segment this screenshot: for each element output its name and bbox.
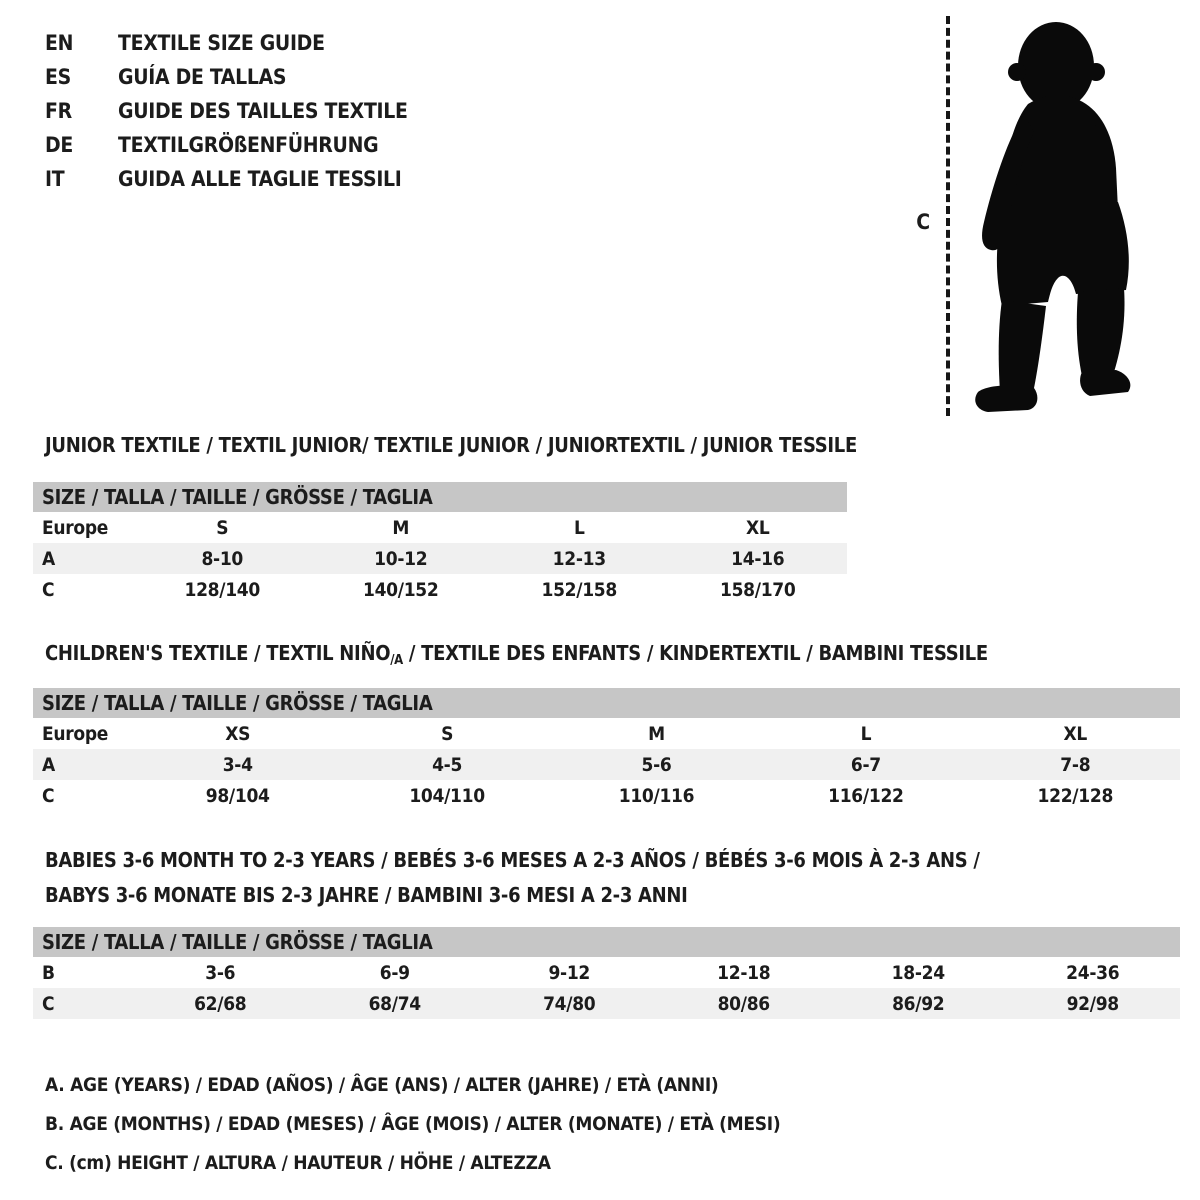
language-title-list (45, 26, 408, 196)
table-cell: S (441, 722, 454, 745)
table-cell: 12-13 (552, 547, 606, 570)
table-cell: 74/80 (543, 992, 596, 1015)
guide-title-en: TEXTILE SIZE GUIDE (118, 31, 325, 55)
language-row-en (45, 26, 408, 60)
legend-age-years: A. AGE (YEARS) / EDAD (AÑOS) / ÂGE (ANS) / ALTER (JAHRE) / ETÀ (ANNI) (45, 1074, 719, 1096)
table-row-c (33, 780, 1180, 811)
table-row-europe (33, 512, 847, 543)
children-size-table (33, 688, 1180, 811)
size-table-header-bar: SIZE / TALLA / TAILLE / GRÖSSE / TAGLIA (33, 927, 1180, 957)
children-section-title (45, 641, 988, 668)
height-measure-label: C (916, 210, 930, 234)
language-code: FR (45, 99, 72, 123)
guide-title-es: GUÍA DE TALLAS (118, 65, 287, 89)
table-cell: 116/122 (828, 784, 904, 807)
baby-silhouette-icon (958, 10, 1148, 422)
table-cell: 158/170 (719, 578, 796, 601)
table-cell: 98/104 (205, 784, 270, 807)
babies-size-table (33, 927, 1180, 1019)
table-cell: 140/152 (362, 578, 439, 601)
table-cell: 18-24 (891, 961, 945, 984)
language-row-de (45, 128, 408, 162)
table-cell: 92/98 (1066, 992, 1119, 1015)
table-cell: 122/128 (1037, 784, 1114, 807)
row-label: C (42, 578, 55, 601)
row-label: C (42, 992, 55, 1015)
table-cell: 3-4 (222, 753, 253, 776)
table-cell: 5-6 (641, 753, 672, 776)
table-cell: 10-12 (374, 547, 428, 570)
babies-section-title-line2: BABYS 3-6 MONATE BIS 2-3 JAHRE / BAMBINI 3-6 MESI A 2-3 ANNI (45, 883, 688, 907)
legend-age-months: B. AGE (MONTHS) / EDAD (MESES) / ÂGE (MOIS) / ALTER (MONATE) / ETÀ (MESI) (45, 1113, 781, 1135)
children-title-main: CHILDREN'S TEXTILE / TEXTIL NIÑO (45, 641, 391, 665)
size-table-header-bar: SIZE / TALLA / TAILLE / GRÖSSE / TAGLIA (33, 688, 1180, 718)
table-cell: 104/110 (409, 784, 485, 807)
table-cell: 3-6 (205, 961, 236, 984)
table-cell: 110/116 (618, 784, 695, 807)
guide-title-it: GUIDA ALLE TAGLIE TESSILI (118, 167, 402, 191)
row-label: A (42, 547, 55, 570)
size-table-header-bar: SIZE / TALLA / TAILLE / GRÖSSE / TAGLIA (33, 482, 847, 512)
measure-legend (45, 1066, 780, 1183)
table-cell: L (860, 722, 872, 745)
table-cell: 86/92 (892, 992, 945, 1015)
row-label: A (42, 753, 55, 776)
table-cell: M (392, 516, 410, 539)
table-cell: XS (225, 722, 251, 745)
language-row-es (45, 60, 408, 94)
table-cell: 62/68 (194, 992, 247, 1015)
language-code: EN (45, 31, 74, 55)
children-title-rest: / TEXTILE DES ENFANTS / KINDERTEXTIL / BAMBINI TESSILE (402, 641, 988, 665)
table-cell: 4-5 (432, 753, 463, 776)
table-cell: 7-8 (1060, 753, 1091, 776)
table-cell: 14-16 (731, 547, 785, 570)
height-dashed-line (946, 16, 950, 416)
table-cell: 9-12 (548, 961, 591, 984)
row-label: B (42, 961, 55, 984)
guide-title-fr: GUIDE DES TAILLES TEXTILE (118, 99, 408, 123)
table-cell: L (573, 516, 585, 539)
row-label: C (42, 784, 55, 807)
table-row-b (33, 957, 1180, 988)
row-label: Europe (42, 722, 109, 745)
table-cell: 80/86 (717, 992, 770, 1015)
junior-size-table (33, 482, 847, 605)
table-row-a (33, 543, 847, 574)
table-row-c (33, 574, 847, 605)
table-cell: 152/158 (541, 578, 617, 601)
language-row-it (45, 162, 408, 196)
table-row-a (33, 749, 1180, 780)
table-cell: 128/140 (184, 578, 260, 601)
table-cell: 68/74 (368, 992, 421, 1015)
table-cell: 24-36 (1066, 961, 1120, 984)
language-code: DE (45, 133, 73, 157)
row-label: Europe (42, 516, 109, 539)
table-cell: XL (1063, 722, 1088, 745)
table-cell: S (216, 516, 229, 539)
table-cell: 8-10 (201, 547, 244, 570)
babies-section-title-line1: BABIES 3-6 MONTH TO 2-3 YEARS / BEBÉS 3-6 MESES A 2-3 AÑOS / BÉBÉS 3-6 MOIS À 2-3 ANS / (45, 848, 980, 872)
table-cell: XL (746, 516, 770, 539)
guide-title-de: TEXTILGRÖßENFÜHRUNG (118, 133, 379, 157)
children-title-subscript: /A (390, 653, 403, 668)
language-row-fr (45, 94, 408, 128)
table-row-europe (33, 718, 1180, 749)
table-cell: M (648, 722, 665, 745)
language-code: IT (45, 167, 65, 191)
legend-height-cm: C. (cm) HEIGHT / ALTURA / HAUTEUR / HÖHE / ALTEZZA (45, 1152, 551, 1174)
table-cell: 6-7 (850, 753, 881, 776)
table-cell: 12-18 (717, 961, 771, 984)
table-cell: 6-9 (379, 961, 410, 984)
language-code: ES (45, 65, 71, 89)
junior-section-title: JUNIOR TEXTILE / TEXTIL JUNIOR/ TEXTILE JUNIOR / JUNIORTEXTIL / JUNIOR TESSILE (45, 433, 857, 457)
table-row-c (33, 988, 1180, 1019)
